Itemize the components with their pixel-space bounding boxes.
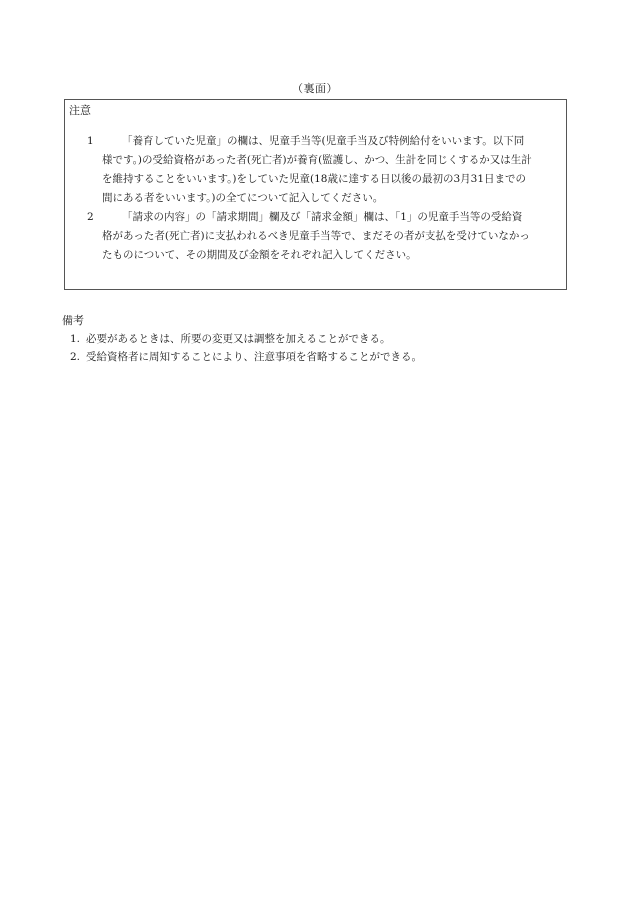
note-number: 2 xyxy=(87,211,94,223)
note-number: 1 xyxy=(87,135,94,147)
remark-number: 1. xyxy=(70,333,81,345)
remark-number: 2. xyxy=(70,351,81,363)
remarks-title: 備考 xyxy=(62,314,84,327)
notes-box xyxy=(64,99,567,290)
notes-title: 注意 xyxy=(69,104,91,117)
remark-item-2 xyxy=(62,348,582,366)
remarks-section xyxy=(62,312,582,366)
note-text: 「養育していた児童」の欄は、児童手当等(児童手当及び特例給付をいいます。以下同様です。)の受給資格があった者(死亡者)が養育(監護し、かつ、生計を同じくするか又は生計を維持することをいいます。)をしていた児童(18歳に達する日以後の最初の3月31日までの間にある者をいいます。)の全てについて記入してください。 xyxy=(102,135,532,204)
remark-item-1 xyxy=(62,330,582,348)
page-heading: （裏面） xyxy=(292,82,338,95)
note-text: 「請求の内容」の「請求期間」欄及び「請求金額」欄は、「1」の児童手当等の受給資格があった者(死亡者)に支払われるべき児童手当等で、まだその者が支払を受けていなかったものについて、その期間及び金額をそれぞれ記入してください。 xyxy=(102,211,530,261)
remark-text: 必要があるときは、所要の変更又は調整を加えることができる。 xyxy=(86,333,391,345)
remark-text: 受給資格者に周知することにより、注意事項を省略することができる。 xyxy=(86,351,422,363)
